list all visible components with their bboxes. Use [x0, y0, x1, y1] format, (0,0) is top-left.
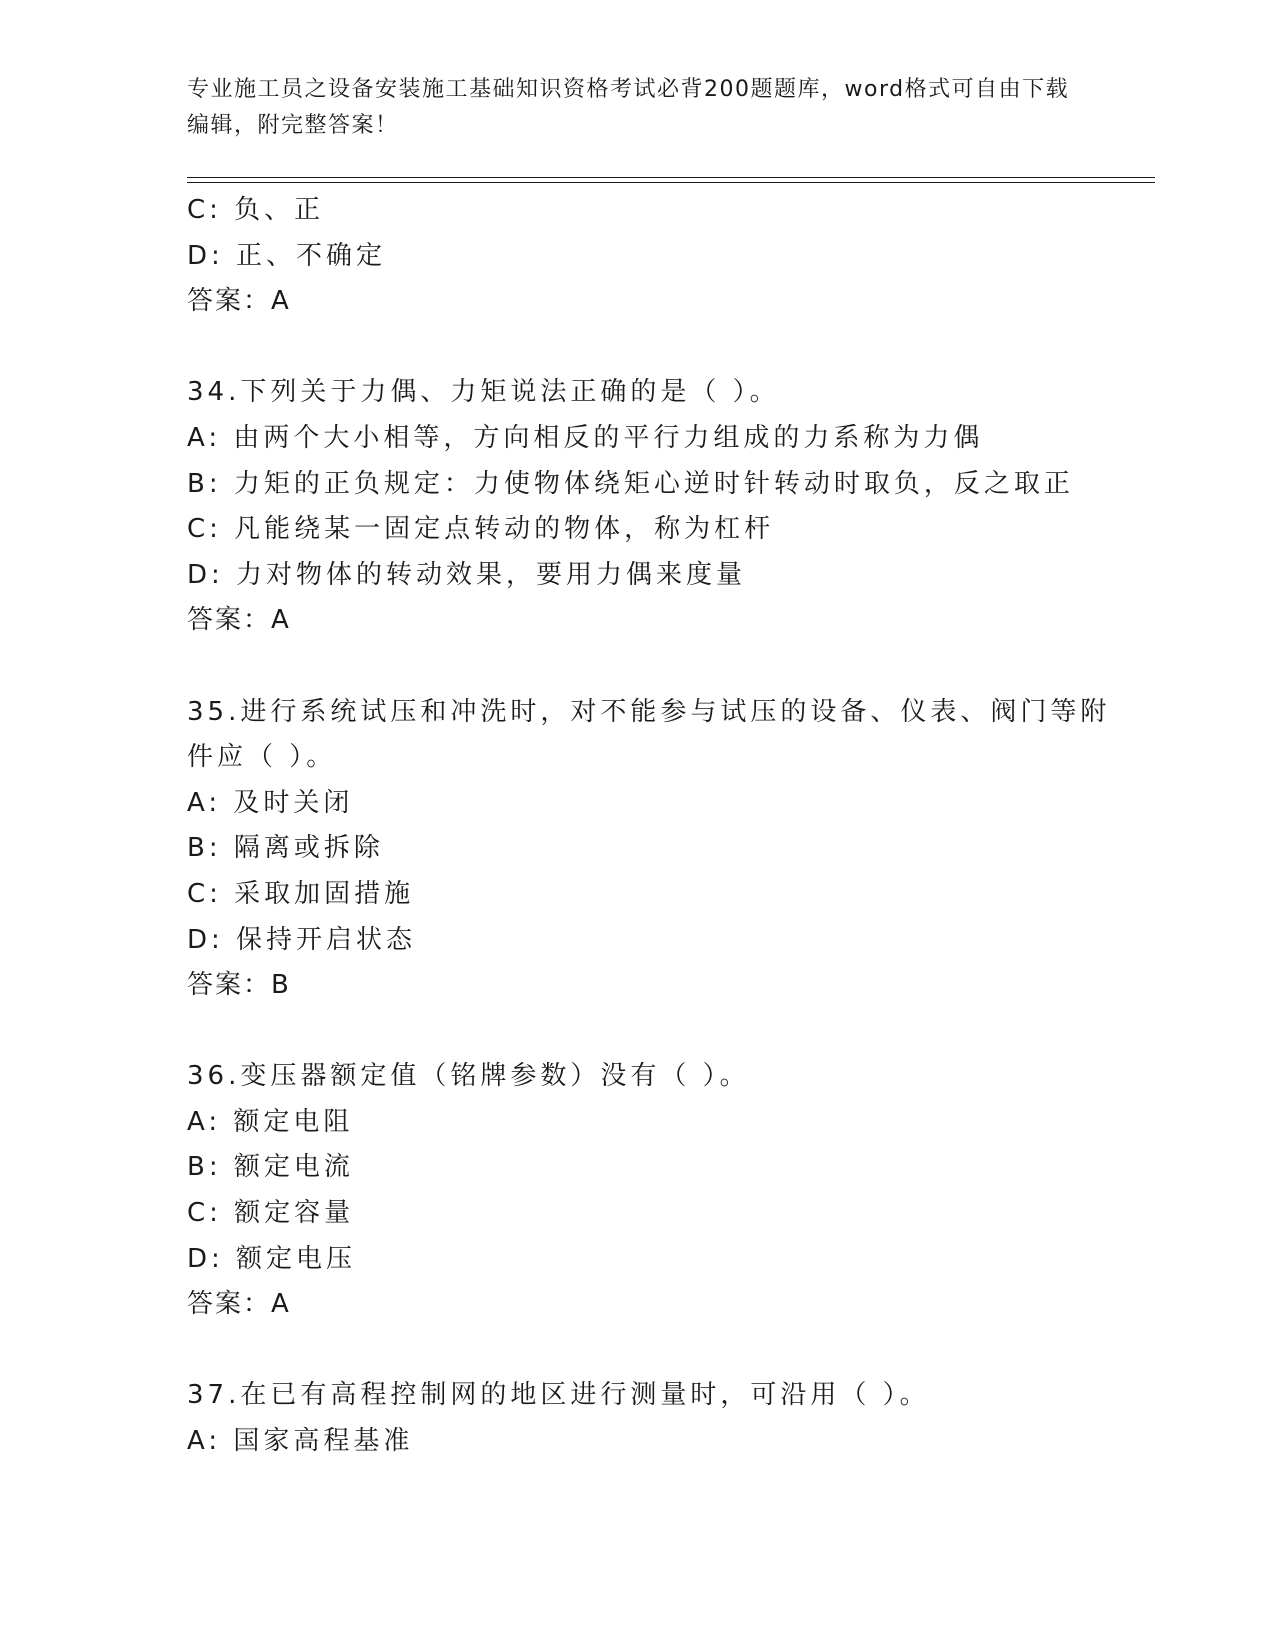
- question-stem: 37.在已有高程控制网的地区进行测量时，可沿用（ ）。: [187, 1380, 930, 1411]
- option-c: C: 采取加固措施: [187, 878, 415, 909]
- question-stem-continued: 件应（ ）。: [187, 742, 337, 773]
- option-b: B: 力矩的正负规定：力使物体绕矩心逆时针转动时取负，反之取正: [187, 468, 1074, 499]
- question-stem: 35.进行系统试压和冲洗时，对不能参与试压的设备、仪表、阀门等附: [187, 696, 1111, 727]
- answer-line: 答案：A: [187, 605, 291, 636]
- option-d: D: 正、不确定: [187, 240, 387, 271]
- option-d: D: 额定电压: [187, 1243, 357, 1274]
- header-divider-bottom: [187, 182, 1155, 183]
- option-b: B: 额定电流: [187, 1152, 354, 1183]
- option-a: A: 由两个大小相等，方向相反的平行力组成的力系称为力偶: [187, 422, 984, 453]
- option-c: C: 负、正: [187, 195, 325, 225]
- option-a: A: 及时关闭: [187, 787, 354, 818]
- question-stem: 36.变压器额定值（铭牌参数）没有（ ）。: [187, 1061, 750, 1092]
- option-d: D: 力对物体的转动效果，要用力偶来度量: [187, 559, 747, 590]
- question-list: [187, 188, 1111, 1465]
- option-a: A: 国家高程基准: [187, 1426, 414, 1457]
- answer-line: 答案：B: [187, 970, 291, 1001]
- option-c: C: 额定容量: [187, 1198, 355, 1229]
- answer-line: 答案：A: [187, 1289, 291, 1320]
- option-d: D: 保持开启状态: [187, 924, 417, 955]
- answer-line: 答案：A: [187, 286, 291, 317]
- header-divider-top: [187, 177, 1155, 178]
- question-stem: 34.下列关于力偶、力矩说法正确的是（ ）。: [187, 377, 780, 408]
- option-b: B: 隔离或拆除: [187, 833, 384, 864]
- option-a: A: 额定电阻: [187, 1106, 354, 1137]
- document-header: 专业施工员之设备安装施工基础知识资格考试必背200题题库，word格式可自由下载编辑，附完整答案！: [187, 77, 1070, 138]
- option-c: C: 凡能绕某一固定点转动的物体，称为杠杆: [187, 514, 775, 545]
